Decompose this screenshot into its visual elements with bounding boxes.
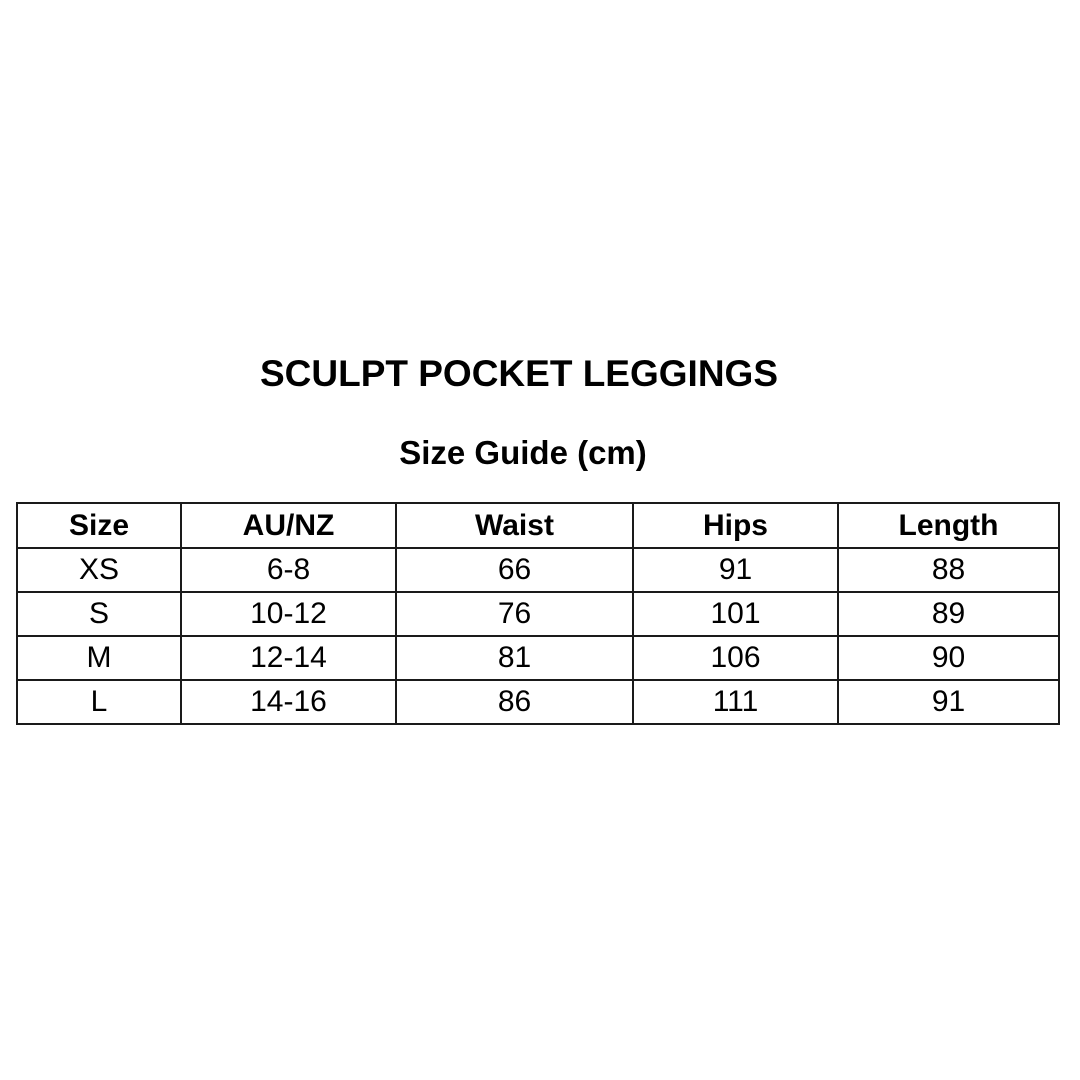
cell-length: 89 (838, 592, 1059, 636)
cell-waist: 66 (396, 548, 633, 592)
cell-waist: 76 (396, 592, 633, 636)
table-row (17, 680, 1059, 724)
table-row (17, 592, 1059, 636)
cell-length: 91 (838, 680, 1059, 724)
cell-hips: 91 (633, 548, 838, 592)
column-header-waist: Waist (396, 503, 633, 548)
column-header-size: Size (17, 503, 181, 548)
page-subtitle: Size Guide (cm) (399, 434, 647, 471)
cell-length: 90 (838, 636, 1059, 680)
cell-au-nz: 14-16 (181, 680, 396, 724)
cell-au-nz: 6-8 (181, 548, 396, 592)
cell-waist: 86 (396, 680, 633, 724)
cell-hips: 101 (633, 592, 838, 636)
page-title: SCULPT POCKET LEGGINGS (259, 353, 779, 394)
cell-au-nz: 10-12 (181, 592, 396, 636)
column-header-au-nz: AU/NZ (181, 503, 396, 548)
table-row (17, 548, 1059, 592)
cell-waist: 81 (396, 636, 633, 680)
cell-hips: 111 (633, 680, 838, 724)
cell-size: M (17, 636, 181, 680)
cell-size: S (17, 592, 181, 636)
cell-hips: 106 (633, 636, 838, 680)
cell-size: XS (17, 548, 181, 592)
cell-size: L (17, 680, 181, 724)
column-header-hips: Hips (633, 503, 838, 548)
cell-au-nz: 12-14 (181, 636, 396, 680)
column-header-length: Length (838, 503, 1059, 548)
table-header-row (17, 503, 1059, 548)
table-row (17, 636, 1059, 680)
size-guide-table (16, 502, 1060, 725)
cell-length: 88 (838, 548, 1059, 592)
